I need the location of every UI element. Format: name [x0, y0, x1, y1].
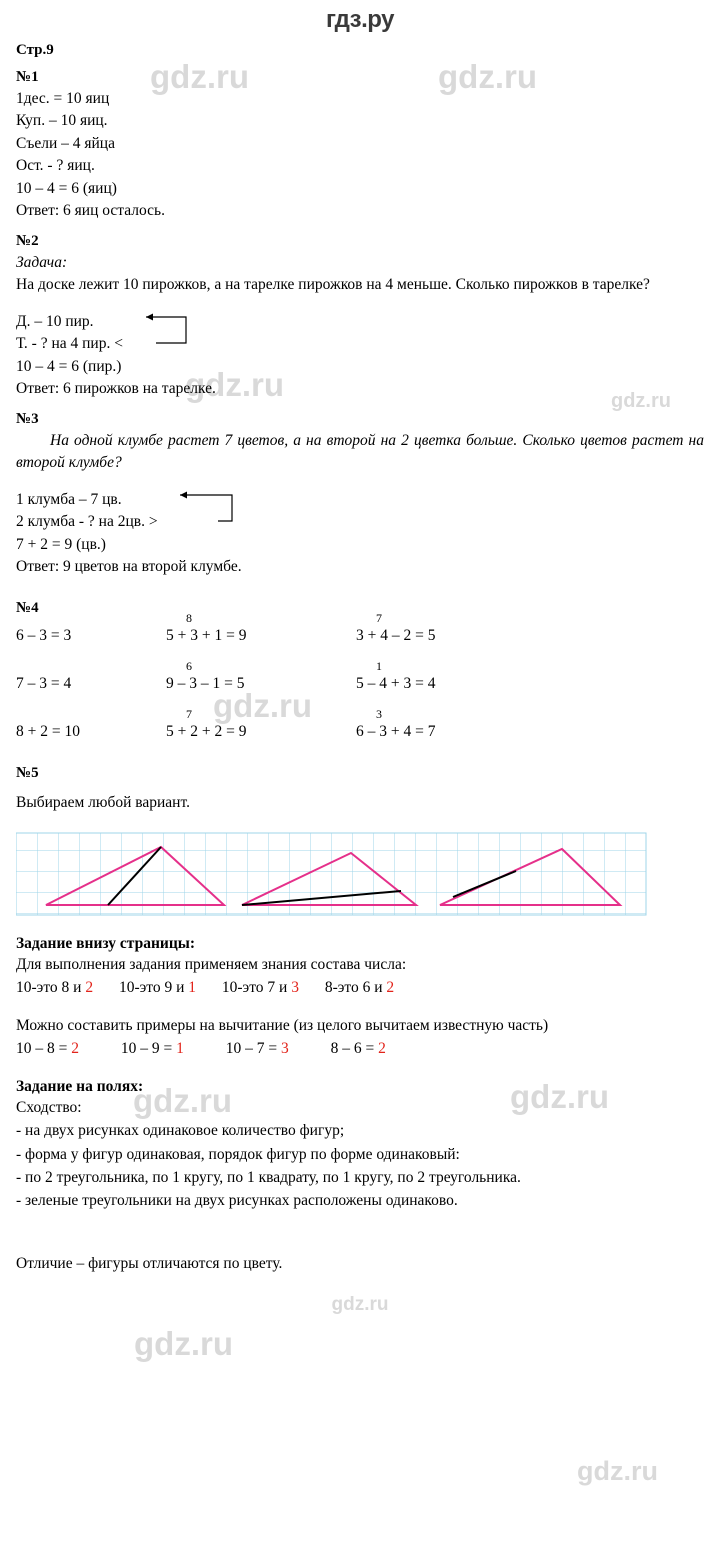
task2-answer: Ответ: 6 пирожков на тарелке. [16, 380, 216, 398]
watermark: gdz.ru [510, 1078, 609, 1115]
bottom-task-intro: Для выполнения задания применяем знания состава числа: [16, 955, 407, 973]
watermark: gdz.ru [213, 687, 312, 724]
equation [16, 627, 166, 645]
equation-sup: 1 [376, 659, 382, 674]
watermark: gdz.ru [577, 1456, 658, 1486]
subtraction-item [331, 1040, 386, 1057]
task3-solution: 7 + 2 = 9 (цв.) [16, 535, 106, 553]
task2-scheme-line: Т. - ? на 4 пир. < [16, 335, 123, 353]
task-number-5: №5 [16, 765, 39, 782]
task2-solution: 10 – 4 = 6 (пир.) [16, 357, 122, 375]
composition-item [222, 979, 299, 996]
equation-text: 8 + 2 = 10 [16, 723, 80, 741]
equation-text: 5 – 4 + 3 = 4 [356, 675, 436, 693]
subtraction-value: 3 [281, 1040, 289, 1058]
task3-answer: Ответ: 9 цветов на второй клумбе. [16, 557, 242, 575]
composition-text: 10-это 8 и [16, 979, 86, 997]
subtraction-list [16, 1037, 704, 1062]
subtraction-text: 10 – 7 = [225, 1040, 281, 1058]
equation-sup: 3 [376, 707, 382, 722]
task2-label: Задача: [16, 253, 68, 271]
watermark: gdz.ru [185, 366, 284, 403]
equation [16, 675, 166, 693]
task3-scheme [16, 489, 704, 534]
task2-scheme-line: Д. – 10 пир. [16, 312, 94, 330]
equation [356, 659, 704, 693]
triangles-diagram [16, 829, 688, 919]
composition-text: 10-это 7 и [221, 979, 292, 997]
equation [166, 659, 356, 693]
equation-sup: 7 [186, 707, 192, 722]
watermark: gdz.ru [611, 390, 671, 412]
task1-line: Ост. - ? яиц. [16, 157, 95, 175]
task3-scheme-line: 2 клумба - ? на 2цв. > [16, 513, 158, 531]
task-number-3: №3 [16, 410, 39, 427]
composition-item [119, 979, 196, 996]
task1-line: Куп. – 10 яиц. [16, 112, 108, 130]
composition-value: 3 [291, 979, 299, 997]
equation [356, 707, 704, 741]
composition-text: 8-это 6 и [324, 979, 387, 997]
subtraction-item [16, 1040, 79, 1057]
task1-line: 10 – 4 = 6 (яиц) [16, 179, 117, 197]
equation [166, 611, 356, 645]
watermark: gdz.ru [134, 1325, 233, 1362]
bottom-task-note: Можно составить примеры на вычитание (из целого вычитаем известную часть) [16, 1016, 549, 1034]
equation-text: 5 + 2 + 2 = 9 [166, 723, 247, 741]
equation-text: 6 – 3 = 3 [16, 627, 72, 645]
watermark: gdz.ru [438, 58, 537, 95]
margin-task-heading: Задание на полях: [16, 1078, 144, 1096]
watermark: gdz.ru [133, 1082, 232, 1119]
composition-text: 10-это 9 и [118, 979, 189, 997]
similarity-line: - форма у фигур одинаковая, порядок фигур по форме одинаковый: [16, 1145, 460, 1163]
subtraction-value: 1 [176, 1040, 184, 1058]
subtraction-value: 2 [378, 1040, 386, 1058]
task5-line: Выбираем любой вариант. [16, 794, 190, 812]
difference-line: Отличие – фигуры отличаются по цвету. [16, 1255, 283, 1273]
similarity-label: Сходство: [16, 1099, 82, 1117]
equation-text: 9 – 3 – 1 = 5 [166, 675, 245, 693]
composition-item [16, 979, 93, 996]
composition-value: 2 [386, 979, 395, 997]
equation [356, 611, 704, 645]
task1-answer: Ответ: 6 яиц осталось. [16, 202, 165, 220]
similarity-line: - зеленые треугольники на двух рисунках расположены одинаково. [16, 1192, 458, 1210]
site-logo: гдз.ру [326, 6, 394, 33]
task2-scheme [16, 311, 704, 356]
equation-sup: 6 [186, 659, 192, 674]
footer-watermark: gdz.ru [331, 1293, 389, 1315]
composition-item [325, 979, 394, 996]
equation-sup: 8 [186, 611, 192, 626]
subtraction-text: 8 – 6 = [330, 1040, 379, 1058]
watermark: gdz.ru [150, 58, 249, 95]
task-number-1: №1 [16, 69, 39, 85]
task-number-2: №2 [16, 232, 39, 249]
subtraction-value: 2 [71, 1040, 79, 1058]
task3-scheme-line: 1 клумба – 7 цв. [16, 490, 122, 508]
task5-figure [16, 829, 704, 919]
bottom-task-heading: Задание внизу страницы: [16, 934, 196, 952]
composition-value: 2 [85, 979, 94, 997]
subtraction-text: 10 – 8 = [16, 1040, 72, 1058]
page-content [16, 42, 704, 1316]
task-number-4: №4 [16, 600, 39, 617]
subtraction-item [121, 1040, 184, 1057]
equation-text: 6 – 3 + 4 = 7 [356, 723, 436, 741]
composition-list [16, 976, 704, 1001]
equation-text: 3 + 4 – 2 = 5 [356, 627, 436, 645]
equation [16, 723, 166, 741]
task4-equations [16, 611, 704, 741]
similarity-line: - на двух рисунках одинаковое количество фигур; [16, 1122, 345, 1140]
composition-value: 1 [188, 979, 196, 997]
equation [166, 707, 356, 741]
task3-statement: На одной клумбе растет 7 цветов, а на второй на 2 цветка больше. Сколько цветов растет на второй клумбе? [16, 431, 704, 472]
task1-line: 1дес. = 10 яиц [16, 90, 110, 107]
page-number: Стр.9 [16, 42, 54, 58]
subtraction-item [226, 1040, 289, 1057]
subtraction-text: 10 – 9 = [120, 1040, 177, 1058]
task2-statement: На доске лежит 10 пирожков, а на тарелке пирожков на 4 меньше. Сколько пирожков в тарелке? [16, 276, 650, 294]
task1-line: Съели – 4 яйца [16, 134, 115, 152]
equation-sup: 7 [376, 611, 382, 626]
equation-text: 7 – 3 = 4 [16, 675, 72, 693]
equation-text: 5 + 3 + 1 = 9 [166, 627, 247, 645]
similarity-line: - по 2 треугольника, по 1 кругу, по 1 квадрату, по 1 кругу, по 2 треугольника. [16, 1168, 521, 1186]
